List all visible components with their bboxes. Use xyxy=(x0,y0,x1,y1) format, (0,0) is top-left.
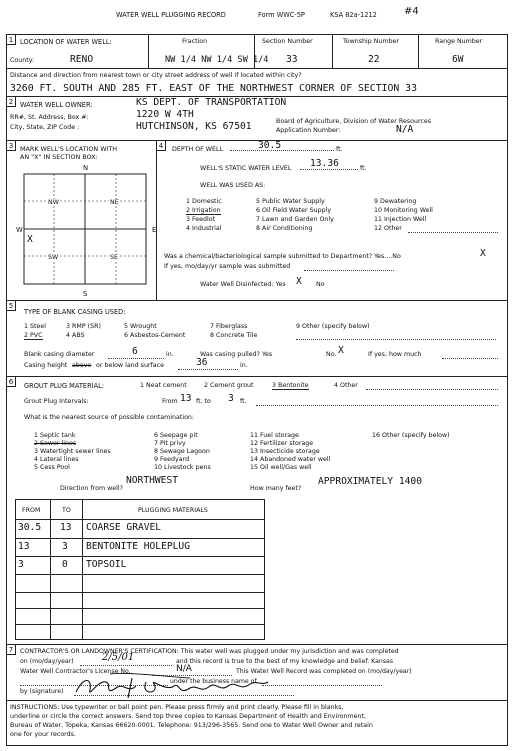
instructions-line-1: INSTRUCTIONS: Use typewriter or ball point pen. Please press firmly and print clearly. Please fill in blanks, xyxy=(10,704,344,711)
certification-line-1: CONTRACTOR'S OR LANDOWNER'S CERTIFICATION: This water well was plugged under my jurisdiction and was completed xyxy=(20,648,399,655)
west-label: W xyxy=(16,226,23,234)
how-much-label: If yes, how much xyxy=(368,351,422,358)
use-4[interactable]: 4 Industrial xyxy=(186,225,222,232)
disinfected-label: Water Well Disinfected: Yes xyxy=(200,281,286,288)
diameter-value[interactable]: 6 xyxy=(132,346,138,357)
location-label: LOCATION OF WATER WELL: xyxy=(20,38,112,46)
well-location-x[interactable]: X xyxy=(27,234,33,245)
range-value[interactable]: 6W xyxy=(452,54,464,65)
contam-2[interactable]: 2 Sewer lines xyxy=(34,440,77,447)
casing-label: TYPE OF BLANK CASING USED: xyxy=(24,308,126,316)
use-1[interactable]: 1 Domestic xyxy=(186,198,222,205)
casing-height-rest: or below land surface xyxy=(96,362,164,369)
contam-1[interactable]: 1 Septic tank xyxy=(34,432,76,439)
contam-15[interactable]: 15 Oil well/Gas well xyxy=(250,464,312,471)
table-row-3-from[interactable]: 3 xyxy=(18,559,24,570)
section-3-number: 3 xyxy=(7,141,16,151)
table-row-2-to[interactable]: 3 xyxy=(62,541,68,552)
certification-line-2: and this record is true to the best of my knowledge and belief. Kansas xyxy=(176,658,394,665)
how-many-feet-label: How many feet? xyxy=(250,485,302,492)
section-box-grid[interactable] xyxy=(18,168,152,292)
use-6[interactable]: 6 Oil Field Water Supply xyxy=(256,207,332,214)
address-label: RR#, St. Address, Box #: xyxy=(10,114,89,121)
casing-2-selected[interactable]: 2 PVC xyxy=(24,332,43,339)
plugging-table xyxy=(15,499,265,640)
address-value[interactable]: 1220 W 4TH xyxy=(136,109,194,120)
how-many-feet-value[interactable]: APPROXIMATELY 1400 xyxy=(318,476,422,487)
owner-value[interactable]: KS DEPT. OF TRANSPORTATION xyxy=(136,97,287,108)
depth-unit: ft. xyxy=(336,146,343,153)
sw-label: SW xyxy=(48,254,59,261)
interval-from-value[interactable]: 13 xyxy=(180,393,192,404)
interval-to-label: ft. to xyxy=(196,398,211,405)
contam-7[interactable]: 7 Pit privy xyxy=(154,440,186,447)
contam-11[interactable]: 11 Fuel storage xyxy=(250,432,299,439)
contam-4[interactable]: 4 Lateral lines xyxy=(34,456,79,463)
chem-sample-question: Was a chemical/bacteriological sample submitted to Department? Yes....No xyxy=(164,253,401,260)
sample-date-question: If yes, mo/day/yr sample was submitted xyxy=(164,263,291,270)
interval-from-label: From xyxy=(162,398,178,405)
table-row-1-from[interactable]: 30.5 xyxy=(18,522,42,533)
contam-3[interactable]: 3 Watertight sewer lines xyxy=(34,448,111,455)
use-8[interactable]: 8 Air Conditioning xyxy=(256,225,313,232)
table-row-1-material[interactable]: COARSE GRAVEL xyxy=(86,522,162,533)
casing-height-value[interactable]: 36 xyxy=(196,357,208,368)
signature-scribble[interactable] xyxy=(70,672,290,702)
instructions-line-3: Bureau of Water, Topeka, Kansas 66620-0001. Telephone: 913/296-3565. Send one to Water Well Owner and retain xyxy=(10,722,373,729)
business-name-label: under the business name of xyxy=(170,678,257,685)
owner-label: WATER WELL OWNER: xyxy=(20,101,93,109)
use-5[interactable]: 5 Public Water Supply xyxy=(256,198,325,205)
intervals-label: Grout Plug Intervals: xyxy=(24,398,89,405)
section-2-number: 2 xyxy=(7,97,16,107)
form-number: Form WWC-5P xyxy=(258,11,305,19)
instructions-line-4: one for your records. xyxy=(10,731,76,738)
table-header-from: FROM xyxy=(22,507,41,514)
use-2-selected[interactable]: 2 Irrigation xyxy=(186,207,221,214)
section-1-number: 1 xyxy=(7,35,16,45)
contam-14[interactable]: 14 Abandoned water well xyxy=(250,456,331,463)
distance-label: Distance and direction from nearest town or city street address of well if located within city? xyxy=(10,72,302,79)
pulled-label: Was casing pulled? Yes xyxy=(200,351,273,358)
table-row-3-to[interactable]: 0 xyxy=(62,559,68,570)
table-row-1-to[interactable]: 13 xyxy=(60,522,72,533)
depth-value[interactable]: 30.5 xyxy=(258,140,282,151)
pulled-no[interactable]: No. xyxy=(326,351,337,358)
application-value[interactable]: N/A xyxy=(396,124,414,135)
section-4-number: 4 xyxy=(157,141,166,151)
certification-date-label: on (mo/day/year) xyxy=(20,658,74,665)
ne-label: NE xyxy=(110,199,119,206)
grout-1[interactable]: 1 Neat cement xyxy=(140,382,187,389)
casing-height-label: Casing height xyxy=(24,362,68,369)
east-label: E xyxy=(152,226,157,234)
contam-9[interactable]: 9 Feedyard xyxy=(154,456,190,463)
handwritten-number: #4 xyxy=(404,6,419,17)
well-used-label: WELL WAS USED AS: xyxy=(200,182,266,189)
mark-location-label-2: AN "X" IN SECTION BOX: xyxy=(20,153,98,161)
signature-label: by (signature) xyxy=(20,688,64,695)
section-6-number: 6 xyxy=(7,377,16,387)
contam-5[interactable]: 5 Cess Pool xyxy=(34,464,70,471)
static-level-label: WELL'S STATIC WATER LEVEL xyxy=(200,165,292,172)
ksa-reference: KSA 82a-1212 xyxy=(330,11,377,19)
se-label: SE xyxy=(110,254,118,261)
use-7[interactable]: 7 Lawn and Garden Only xyxy=(256,216,334,223)
license-value[interactable]: N/A xyxy=(176,664,192,674)
fraction-value[interactable]: NW 1/4 NW 1/4 SW 1/4 xyxy=(165,55,269,65)
township-value[interactable]: 22 xyxy=(368,54,380,65)
fraction-label: Fraction xyxy=(182,38,208,45)
casing-3[interactable]: 3 RMP (SR) xyxy=(66,323,101,330)
table-row-2-from[interactable]: 13 xyxy=(18,541,30,552)
diameter-label: Blank casing diameter xyxy=(24,351,95,358)
section-label: Section Number xyxy=(262,38,313,45)
county-value[interactable]: RENO xyxy=(70,54,94,65)
casing-5[interactable]: 5 Wrought xyxy=(124,323,157,330)
diameter-unit: in. xyxy=(166,351,174,358)
distance-value[interactable]: 3260 FT. SOUTH AND 285 FT. EAST OF THE NORTHWEST CORNER OF SECTION 33 xyxy=(10,83,417,94)
casing-4[interactable]: 4 ABS xyxy=(66,332,85,339)
license-label: Water Well Contractor's License No. xyxy=(20,668,131,675)
mark-location-label-1: MARK WELL'S LOCATION WITH xyxy=(20,145,118,153)
south-label: S xyxy=(83,290,88,298)
table-header-materials: PLUGGING MATERIALS xyxy=(138,507,208,514)
nw-label: NW xyxy=(48,199,59,206)
contam-10[interactable]: 10 Livestock pens xyxy=(154,464,211,471)
contam-12[interactable]: 12 Fertilizer storage xyxy=(250,440,314,447)
static-level-value[interactable]: 13.36 xyxy=(310,158,339,169)
grout-2[interactable]: 2 Cement grout xyxy=(204,382,254,389)
certification-line-3: This Water Well Record was completed on (mo/day/year) xyxy=(236,668,412,675)
section-7-number: 7 xyxy=(7,645,16,655)
contamination-label: What is the nearest source of possible contamination: xyxy=(24,414,195,421)
static-level-unit: ft. xyxy=(360,165,367,172)
grout-label: GROUT PLUG MATERIAL: xyxy=(24,382,104,390)
use-3[interactable]: 3 Feedlot xyxy=(186,216,216,223)
casing-8[interactable]: 8 Concrete Tile xyxy=(210,332,258,339)
section-5-number: 5 xyxy=(7,301,16,311)
disinfected-answer[interactable]: X xyxy=(296,276,302,287)
grout-4[interactable]: 4 Other xyxy=(334,382,358,389)
board-label: Board of Agriculture, Division of Water Resources xyxy=(276,118,432,125)
interval-to-value[interactable]: 3 xyxy=(228,393,234,404)
interval-unit: ft. xyxy=(240,398,247,405)
casing-9[interactable]: 9 Other (specify below) xyxy=(296,323,370,330)
casing-7[interactable]: 7 Fiberglass xyxy=(210,323,248,330)
disinfected-no[interactable]: No xyxy=(316,281,325,288)
direction-value[interactable]: NORTHWEST xyxy=(126,475,178,486)
use-11[interactable]: 11 Injection Well xyxy=(374,216,427,223)
contam-8[interactable]: 8 Sewage Lagoon xyxy=(154,448,210,455)
casing-height-above[interactable]: above xyxy=(72,362,92,369)
certification-date-value[interactable]: 2/5/01 xyxy=(102,652,135,663)
casing-height-unit: in. xyxy=(240,362,248,369)
contam-13[interactable]: 13 Insecticide storage xyxy=(250,448,320,455)
city-label: City, State, ZIP Code : xyxy=(10,124,80,131)
form-title: WATER WELL PLUGGING RECORD xyxy=(116,11,226,19)
contam-16[interactable]: 16 Other (specify below) xyxy=(372,432,450,439)
casing-6[interactable]: 6 Asbestos-Cement xyxy=(124,332,186,339)
chem-sample-answer[interactable]: X xyxy=(480,248,486,259)
direction-label: Direction from well? xyxy=(60,485,123,492)
table-row-2-material[interactable]: BENTONITE HOLEPLUG xyxy=(86,541,190,552)
instructions-line-2: underline or circle the correct answers. Send top three copies to Kansas Department of Health and Environment, xyxy=(10,713,366,720)
pulled-answer[interactable]: X xyxy=(338,345,344,356)
casing-1[interactable]: 1 Steel xyxy=(24,323,46,330)
county-label: County: xyxy=(10,57,35,64)
use-9[interactable]: 9 Dewatering xyxy=(374,198,417,205)
application-label: Application Number: xyxy=(276,127,341,134)
contam-6[interactable]: 6 Seepage pit xyxy=(154,432,198,439)
grout-3-selected[interactable]: 3 Bentonite xyxy=(272,382,309,389)
city-value[interactable]: HUTCHINSON, KS 67501 xyxy=(136,121,252,132)
use-10[interactable]: 10 Monitoring Well xyxy=(374,207,433,214)
range-label: Range Number xyxy=(435,38,483,45)
depth-label: DEPTH OF WELL xyxy=(172,146,224,153)
section-value[interactable]: 33 xyxy=(286,54,298,65)
table-row-3-material[interactable]: TOPSOIL xyxy=(86,559,127,570)
north-label: N xyxy=(83,164,89,172)
table-header-to: TO xyxy=(62,507,71,514)
use-12[interactable]: 12 Other xyxy=(374,225,402,232)
township-label: Township Number xyxy=(343,38,400,45)
